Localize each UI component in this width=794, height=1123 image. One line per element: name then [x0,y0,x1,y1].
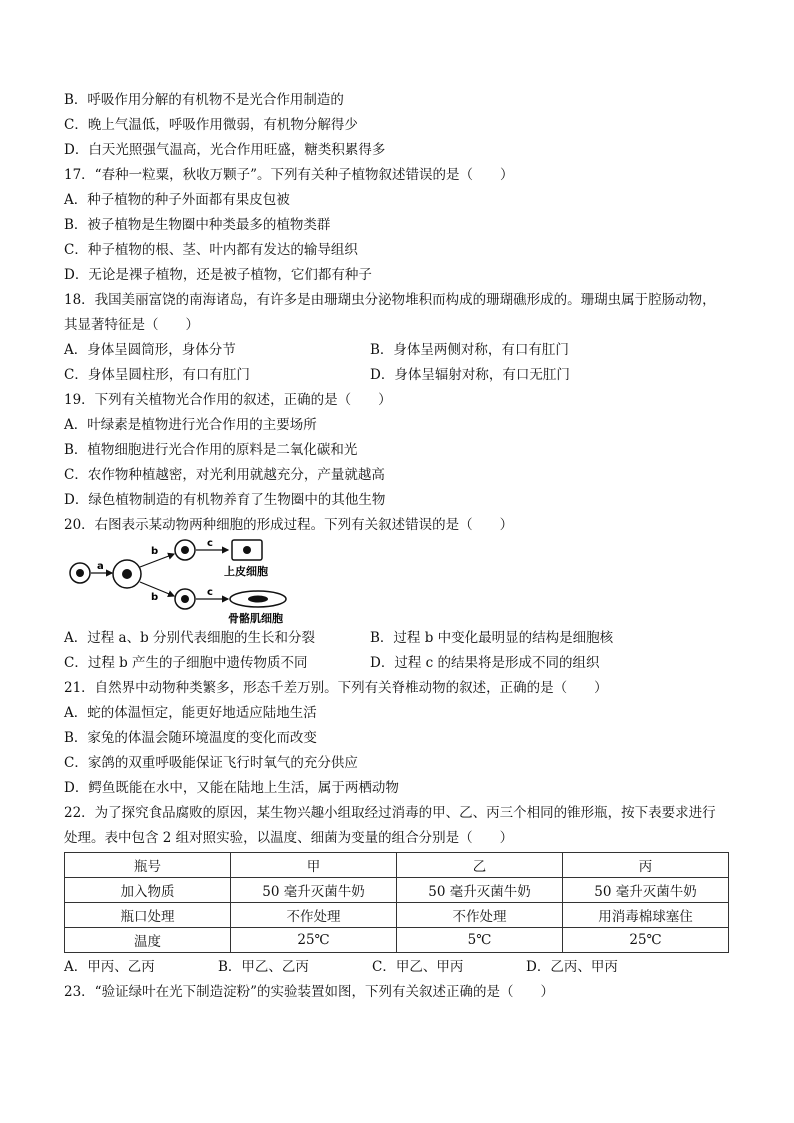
table-row [65,928,729,953]
q20-option-b: B．过程 b 中变化最明显的结构是细胞核 [370,630,614,646]
q17-option-d: D．无论是裸子植物，还是被子植物，它们都有种子 [64,267,372,283]
table-cell: 50 毫升灭菌牛奶 [231,878,397,903]
q21-stem: 21．自然界中动物种类繁多，形态千差万别。下列有关脊椎动物的叙述，正确的是（ ） [64,680,608,696]
table-cell: 乙 [397,853,563,878]
q20-option-a: A．过程 a、b 分别代表细胞的生长和分裂 [64,630,316,646]
q21-option-d: D．鳄鱼既能在水中，又能在陆地上生活，属于两栖动物 [64,780,399,796]
q22-options-row [64,955,740,980]
q20-stem: 20．右图表示某动物两种细胞的形成过程。下列有关叙述错误的是（ ） [64,517,514,533]
q20-options-row2 [64,651,740,676]
q18-option-b: B．身体呈两侧对称，有口有肛门 [370,342,569,358]
q18-option-a: A．身体呈圆筒形，身体分节 [64,342,236,358]
q17-option-a: A．种子植物的种子外面都有果皮包被 [64,192,290,208]
q21-option-c: C．家鸽的双重呼吸能保证飞行时氧气的充分供应 [64,755,358,771]
q21-option-a: A．蛇的体温恒定，能更好地适应陆地生活 [64,705,317,721]
q19-option-b: B．植物细胞进行光合作用的原料是二氧化碳和光 [64,442,358,458]
muscle-cell-nucleus [248,596,268,603]
q23-stem: 23．“验证绿叶在光下制造淀粉”的实验装置如图，下列有关叙述正确的是（ ） [64,984,554,1000]
q19-option-a: A．叶绿素是植物进行光合作用的主要场所 [64,417,317,433]
q18-option-c: C．身体呈圆柱形，有口有肛门 [64,367,250,383]
label-c-bottom: c [207,587,213,598]
q16-option-d: D．白天光照强气温高，光合作用旺盛，糖类积累得多 [64,142,386,158]
table-cell: 加入物质 [65,878,231,903]
label-c-top: c [207,538,213,549]
q22-option-a: A．甲丙、乙丙 [64,959,155,975]
experiment-table [64,852,729,953]
q20-options-row1 [64,626,740,651]
q16-option-c: C．晚上气温低，呼吸作用微弱，有机物分解得少 [64,117,358,133]
table-cell: 瓶号 [65,853,231,878]
table-row [65,853,729,878]
q22-option-d: D．乙丙、甲丙 [526,959,618,975]
table-cell: 瓶口处理 [65,903,231,928]
table-cell: 不作处理 [231,903,397,928]
label-b-top: b [151,546,159,557]
table-cell: 50 毫升灭菌牛奶 [397,878,563,903]
epithelial-cell-label: 上皮细胞 [224,565,268,578]
q17-option-b: B．被子植物是生物圈中种类最多的植物类群 [64,217,331,233]
muscle-cell-label: 骨骼肌细胞 [228,612,283,625]
q19-option-c: C．农作物种植越密，对光利用就越充分，产量就越高 [64,467,385,483]
exam-page [64,88,740,1005]
table-cell: 不作处理 [397,903,563,928]
q19-option-d: D．绿色植物制造的有机物养育了生物圈中的其他生物 [64,492,386,508]
q18-option-d: D．身体呈辐射对称，有口无肛门 [370,367,570,383]
q22-stem-line1: 22．为了探究食品腐败的原因，某生物兴趣小组取经过消毒的甲、乙、丙三个相同的锥形瓶，按下表要求进行 [64,805,716,821]
q19-stem: 19．下列有关植物光合作用的叙述，正确的是（ ） [64,392,392,408]
label-a: a [97,561,104,572]
label-b-bottom: b [151,592,159,603]
table-row [65,878,729,903]
cell-3-bottom-nucleus [181,595,189,603]
q22-stem-line2: 处理。表中包含 2 组对照实验，以温度、细菌为变量的组合分别是（ ） [64,830,514,846]
table-cell: 5℃ [397,928,563,953]
cell-3-top-nucleus [181,546,189,554]
q18-stem-line1: 18．我国美丽富饶的南海诸岛，有许多是由珊瑚虫分泌物堆积而构成的珊瑚礁形成的。珊瑚虫属于腔肠动物， [64,292,716,308]
table-cell: 50 毫升灭菌牛奶 [563,878,729,903]
q22-option-b: B．甲乙、乙丙 [218,959,309,975]
table-cell: 丙 [563,853,729,878]
table-row [65,903,729,928]
q22-option-c: C．甲乙、甲丙 [372,959,464,975]
q18-stem-line2: 其显著特征是（ ） [64,317,199,333]
q18-options-row2 [64,363,740,388]
table-cell: 温度 [65,928,231,953]
q20-option-c: C．过程 b 产生的子细胞中遗传物质不同 [64,655,308,671]
cell-formation-diagram [64,538,740,626]
table-cell: 25℃ [563,928,729,953]
cell-formation-svg [66,538,306,626]
q17-option-c: C．种子植物的根、茎、叶内都有发达的输导组织 [64,242,358,258]
q16-option-b: B．呼吸作用分解的有机物不是光合作用制造的 [64,92,344,108]
q21-option-b: B．家兔的体温会随环境温度的变化而改变 [64,730,317,746]
epithelial-cell-nucleus [243,546,251,554]
cell-1-nucleus [76,569,84,577]
table-cell: 25℃ [231,928,397,953]
table-cell: 甲 [231,853,397,878]
cell-2-nucleus [122,569,132,579]
table-cell: 用消毒棉球塞住 [563,903,729,928]
q17-stem: 17．“春种一粒粟，秋收万颗子”。下列有关种子植物叙述错误的是（ ） [64,167,514,183]
q20-option-d: D．过程 c 的结果将是形成不同的组织 [370,655,600,671]
q18-options-row1 [64,338,740,363]
